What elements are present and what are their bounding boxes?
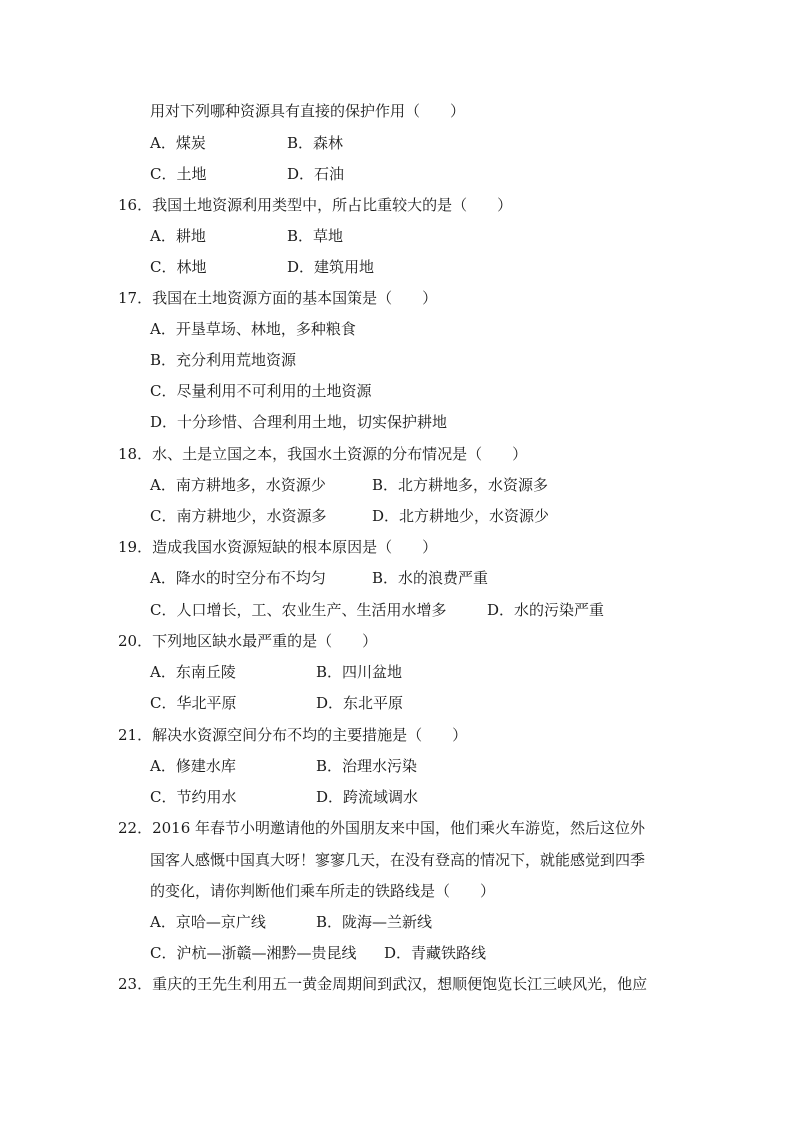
q16-option-d: D．建筑用地 [287, 258, 375, 276]
q22-stem-line3: 的变化，请你判断他们乘车所走的铁路线是（ ） [150, 882, 496, 900]
q18-option-a: A．南方耕地多，水资源少 [150, 476, 326, 494]
q17-option-b: B．充分利用荒地资源 [150, 351, 297, 369]
q21-option-a: A．修建水库 [150, 757, 236, 775]
q22-stem-line2: 国客人感慨中国真大呀！寥寥几天，在没有登高的情况下，就能感觉到四季 [150, 851, 646, 869]
q18-option-d: D．北方耕地少，水资源少 [372, 507, 550, 525]
q15-stem: 用对下列哪种资源具有直接的保护作用（ ） [150, 102, 466, 120]
q19-stem: 19．造成我国水资源短缺的根本原因是（ ） [118, 538, 438, 556]
q15-option-b: B．森林 [287, 134, 344, 152]
q15-option-c: C．土地 [150, 165, 207, 183]
q16-option-b: B．草地 [287, 227, 344, 245]
q19-option-d: D．水的污染严重 [487, 601, 605, 619]
q20-option-a: A．东南丘陵 [150, 663, 236, 681]
q15-option-a: A．煤炭 [150, 134, 206, 152]
q15-option-d: D．石油 [287, 165, 345, 183]
q23-stem-line1: 23．重庆的王先生利用五一黄金周期间到武汉，想顺便饱览长江三峡风光，他应 [118, 975, 648, 993]
q21-option-d: D．跨流域调水 [316, 788, 419, 806]
q18-option-c: C．南方耕地少，水资源多 [150, 507, 327, 525]
q17-option-a: A．开垦草场、林地，多种粮食 [150, 320, 356, 338]
q22-stem-line1: 22．2016 年春节小明邀请他的外国朋友来中国，他们乘火车游览，然后这位外 [118, 819, 646, 837]
q21-option-b: B．治理水污染 [316, 757, 418, 775]
q16-option-c: C．林地 [150, 258, 207, 276]
q19-option-b: B．水的浪费严重 [372, 569, 489, 587]
q18-option-b: B．北方耕地多，水资源多 [372, 476, 549, 494]
q19-option-c: C．人口增长，工、农业生产、生活用水增多 [150, 601, 447, 619]
q20-option-b: B．四川盆地 [316, 663, 403, 681]
q17-option-c: C．尽量利用不可利用的土地资源 [150, 382, 372, 400]
q22-option-a: A．京哈—京广线 [150, 913, 266, 931]
q21-option-c: C．节约用水 [150, 788, 237, 806]
q21-stem: 21．解决水资源空间分布不均的主要措施是（ ） [118, 726, 468, 744]
q20-stem: 20．下列地区缺水最严重的是（ ） [118, 632, 378, 650]
q16-option-a: A．耕地 [150, 227, 206, 245]
q17-stem: 17．我国在土地资源方面的基本国策是（ ） [118, 289, 438, 307]
q22-option-c: C．沪杭—浙赣—湘黔—贵昆线 [150, 944, 357, 962]
q16-stem: 16．我国土地资源利用类型中，所占比重较大的是（ ） [118, 196, 513, 214]
q22-option-b: B．陇海—兰新线 [316, 913, 433, 931]
q20-option-d: D．东北平原 [316, 694, 404, 712]
q18-stem: 18．水、土是立国之本，我国水土资源的分布情况是（ ） [118, 445, 528, 463]
q22-option-d: D．青藏铁路线 [384, 944, 487, 962]
q17-option-d: D．十分珍惜、合理利用土地，切实保护耕地 [150, 413, 448, 431]
q20-option-c: C．华北平原 [150, 694, 237, 712]
q19-option-a: A．降水的时空分布不均匀 [150, 569, 326, 587]
